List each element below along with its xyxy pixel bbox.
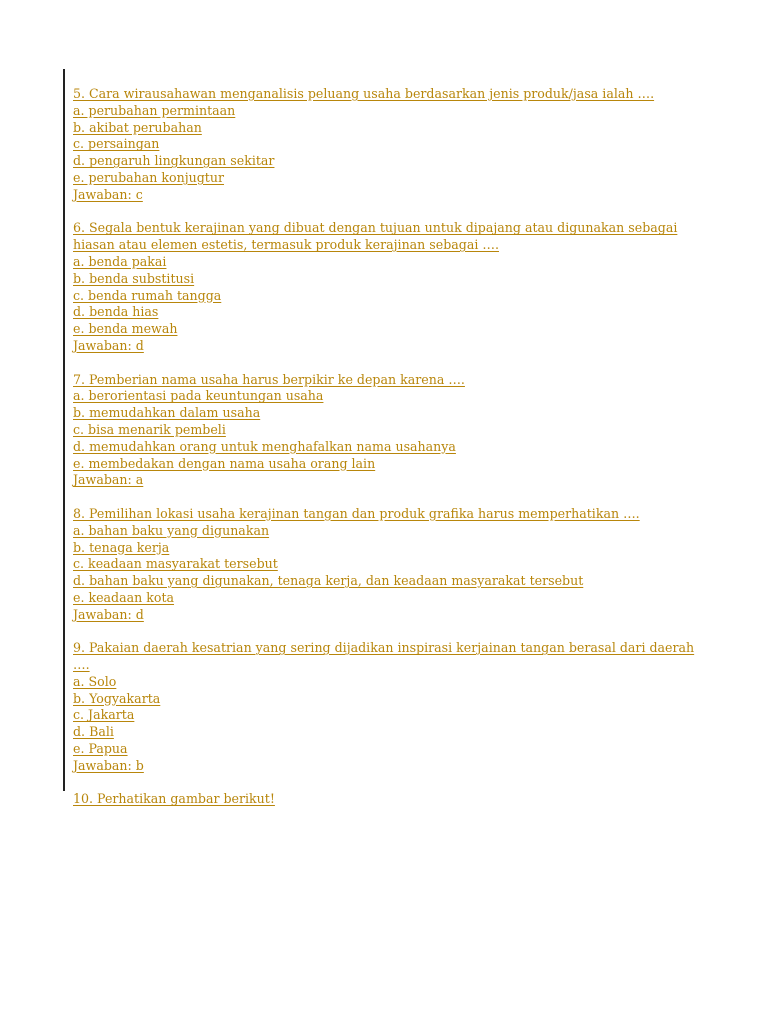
answer-line[interactable]: Jawaban: c (73, 186, 143, 202)
option-c[interactable]: c. Jakarta (73, 707, 135, 723)
option-e[interactable]: e. keadaan kota (73, 589, 175, 605)
option-list (73, 674, 713, 758)
option-d[interactable]: d. benda hias (73, 304, 159, 320)
answer-line[interactable]: Jawaban: d (73, 337, 144, 353)
question-9 (73, 640, 713, 774)
option-e[interactable]: e. membedakan dengan nama usaha orang lain (73, 455, 376, 471)
option-c[interactable]: c. keadaan masyarakat tersebut (73, 556, 278, 572)
option-c[interactable]: c. persaingan (73, 136, 160, 152)
option-list (73, 388, 713, 472)
question-5 (73, 86, 713, 204)
option-a[interactable]: a. benda pakai (73, 253, 167, 269)
question-text[interactable]: 10. Perhatikan gambar berikut! (73, 791, 275, 807)
option-a[interactable]: a. bahan baku yang digunakan (73, 522, 270, 538)
option-d[interactable]: d. memudahkan orang untuk menghafalkan nama usahanya (73, 438, 456, 454)
option-d[interactable]: d. bahan baku yang digunakan, tenaga kerja, dan keadaan masyarakat tersebut (73, 573, 584, 589)
option-b[interactable]: b. memudahkan dalam usaha (73, 405, 261, 421)
answer-line[interactable]: Jawaban: a (73, 472, 144, 488)
option-list (73, 254, 713, 338)
question-10 (73, 791, 713, 808)
quiz-content (73, 86, 713, 825)
option-b[interactable]: b. benda substitusi (73, 270, 195, 286)
question-7 (73, 372, 713, 490)
question-text[interactable]: 8. Pemilihan lokasi usaha kerajinan tangan dan produk grafika harus memperhatikan …. (73, 505, 640, 521)
option-a[interactable]: a. berorientasi pada keuntungan usaha (73, 388, 324, 404)
question-6 (73, 220, 713, 354)
option-a[interactable]: a. perubahan permintaan (73, 102, 236, 118)
option-d[interactable]: d. Bali (73, 724, 114, 740)
answer-line[interactable]: Jawaban: b (73, 757, 144, 773)
option-e[interactable]: e. Papua (73, 741, 128, 757)
question-8 (73, 506, 713, 624)
option-d[interactable]: d. pengaruh lingkungan sekitar (73, 153, 275, 169)
option-b[interactable]: b. akibat perubahan (73, 119, 202, 135)
answer-line[interactable]: Jawaban: d (73, 606, 144, 622)
option-list (73, 523, 713, 607)
question-text[interactable]: 9. Pakaian daerah kesatrian yang sering dijadikan inspirasi kerjainan tangan berasal dari daerah …. (73, 640, 695, 673)
question-text[interactable]: 6. Segala bentuk kerajinan yang dibuat dengan tujuan untuk dipajang atau digunakan sebagai hiasan atau elemen estetis, termasuk produk kerajinan sebagai …. (73, 220, 678, 253)
option-e[interactable]: e. perubahan konjugtur (73, 169, 225, 185)
option-a[interactable]: a. Solo (73, 673, 117, 689)
left-margin-rule (63, 69, 65, 791)
option-c[interactable]: c. bisa menarik pembeli (73, 421, 226, 437)
question-text[interactable]: 5. Cara wirausahawan menganalisis peluang usaha berdasarkan jenis produk/jasa ialah …. (73, 86, 655, 101)
option-b[interactable]: b. tenaga kerja (73, 539, 170, 555)
option-e[interactable]: e. benda mewah (73, 321, 178, 337)
option-b[interactable]: b. Yogyakarta (73, 690, 161, 706)
question-text[interactable]: 7. Pemberian nama usaha harus berpikir ke depan karena …. (73, 371, 465, 387)
option-list (73, 103, 713, 187)
option-c[interactable]: c. benda rumah tangga (73, 287, 222, 303)
